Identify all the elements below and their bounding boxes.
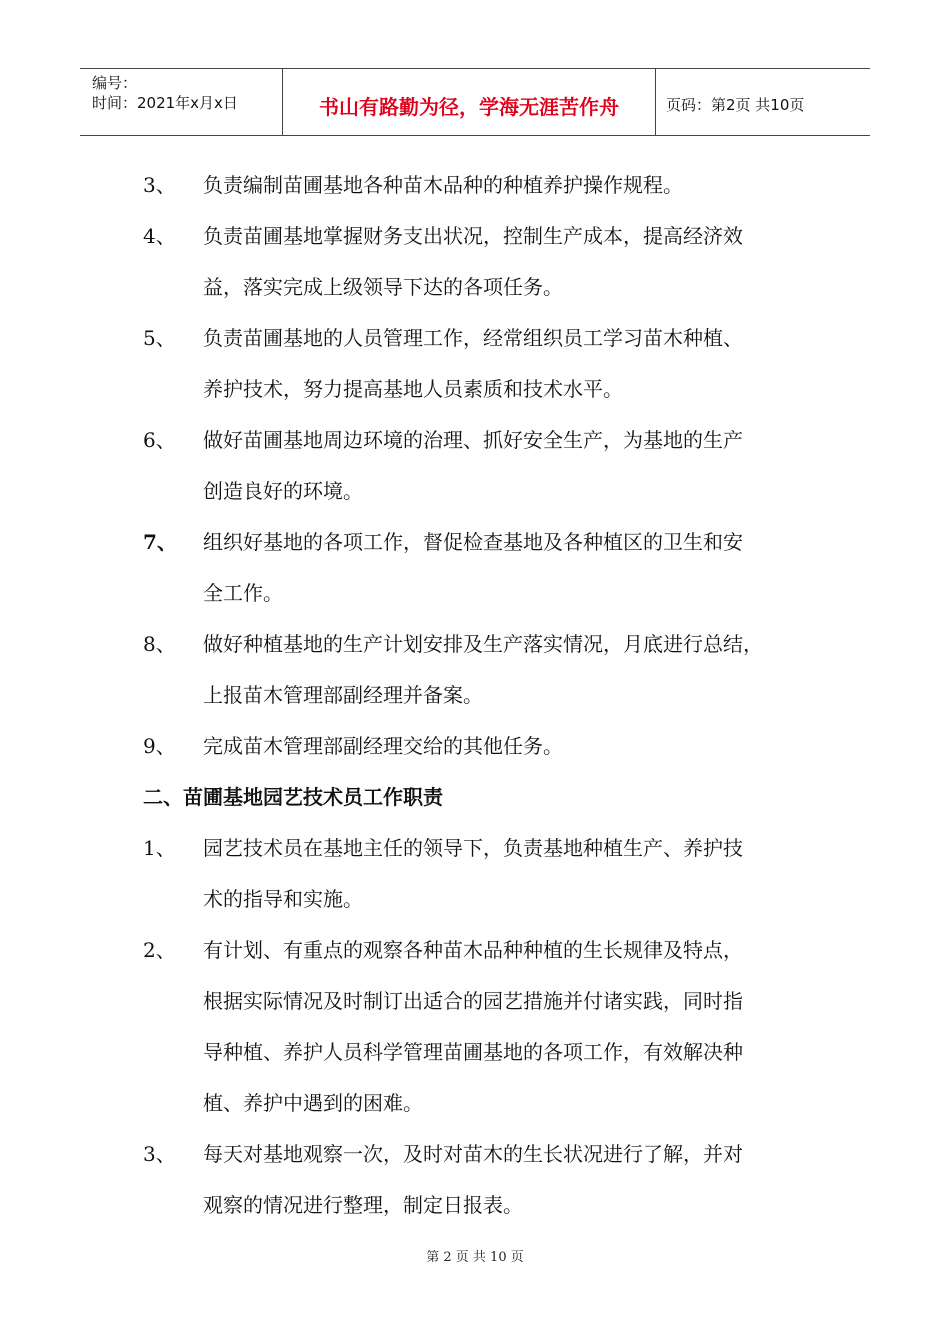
item-line: 做好种植基地的生产计划安排及生产落实情况，月底进行总结， — [203, 632, 763, 656]
item-line: 全工作。 — [203, 581, 283, 605]
item-number: 3、 — [143, 1142, 176, 1166]
item-line: 负责苗圃基地的人员管理工作，经常组织员工学习苗木种植、 — [203, 326, 743, 350]
list-item — [0, 925, 950, 1129]
item-line: 根据实际情况及时制订出适合的园艺措施并付诸实践，同时指 — [203, 989, 743, 1013]
item-text — [203, 211, 823, 313]
item-line: 完成苗木管理部副经理交给的其他任务。 — [203, 734, 563, 758]
item-text — [203, 313, 823, 415]
item-number: 1、 — [143, 836, 176, 860]
list-item — [0, 517, 950, 619]
item-text — [203, 619, 823, 721]
item-line: 养护技术，努力提高基地人员素质和技术水平。 — [203, 377, 623, 401]
item-line: 益，落实完成上级领导下达的各项任务。 — [203, 275, 563, 299]
item-line: 有计划、有重点的观察各种苗木品种种植的生长规律及特点， — [203, 938, 743, 962]
item-line: 创造良好的环境。 — [203, 479, 363, 503]
duty-list-1 — [0, 160, 950, 772]
document-body — [0, 160, 950, 1231]
item-line: 做好苗圃基地周边环境的治理、抓好安全生产，为基地的生产 — [203, 428, 743, 452]
item-text — [203, 925, 823, 1129]
item-text — [203, 721, 823, 772]
list-item — [0, 721, 950, 772]
list-item — [0, 160, 950, 211]
item-line: 术的指导和实施。 — [203, 887, 363, 911]
page-header — [80, 68, 870, 136]
item-text — [203, 823, 823, 925]
item-line: 园艺技术员在基地主任的领导下，负责基地种植生产、养护技 — [203, 836, 743, 860]
duty-list-2 — [0, 823, 950, 1231]
list-item — [0, 1129, 950, 1231]
section-title: 二、苗圃基地园艺技术员工作职责 — [143, 785, 443, 809]
item-line: 负责苗圃基地掌握财务支出状况，控制生产成本，提高经济效 — [203, 224, 743, 248]
header-page-info: 页码：第2页 共10页 — [666, 95, 805, 114]
item-text — [203, 517, 823, 619]
item-line: 上报苗木管理部副经理并备案。 — [203, 683, 483, 707]
item-line: 负责编制苗圃基地各种苗木品种的种植养护操作规程。 — [203, 173, 683, 197]
page-footer: 第 2 页 共 10 页 — [426, 1250, 524, 1265]
list-item — [0, 415, 950, 517]
item-number: 9、 — [143, 734, 176, 758]
list-item — [0, 619, 950, 721]
header-meta — [80, 69, 283, 135]
item-number: 3、 — [143, 173, 176, 197]
item-text — [203, 1129, 823, 1231]
header-time-label: 时间：2021年x月x日 — [92, 94, 238, 112]
item-line: 观察的情况进行整理，制定日报表。 — [203, 1193, 523, 1217]
item-line: 导种植、养护人员科学管理苗圃基地的各项工作，有效解决种 — [203, 1040, 743, 1064]
item-number: 6、 — [143, 428, 176, 452]
header-motto: 书山有路勤为径，学海无涯苦作舟 — [283, 69, 656, 135]
list-item — [0, 823, 950, 925]
item-text — [203, 415, 823, 517]
item-number: 8、 — [143, 632, 176, 656]
item-number: 5、 — [143, 326, 176, 350]
item-text — [203, 160, 823, 211]
item-line: 每天对基地观察一次，及时对苗木的生长状况进行了解，并对 — [203, 1142, 743, 1166]
item-number: 4、 — [143, 224, 176, 248]
item-number: 7、 — [143, 530, 177, 554]
item-line: 组织好基地的各项工作，督促检查基地及各种植区的卫生和安 — [203, 530, 743, 554]
list-item — [0, 313, 950, 415]
header-number-label: 编号： — [92, 74, 138, 92]
item-line: 植、养护中遇到的困难。 — [203, 1091, 423, 1115]
list-item — [0, 211, 950, 313]
item-number: 2、 — [143, 938, 176, 962]
